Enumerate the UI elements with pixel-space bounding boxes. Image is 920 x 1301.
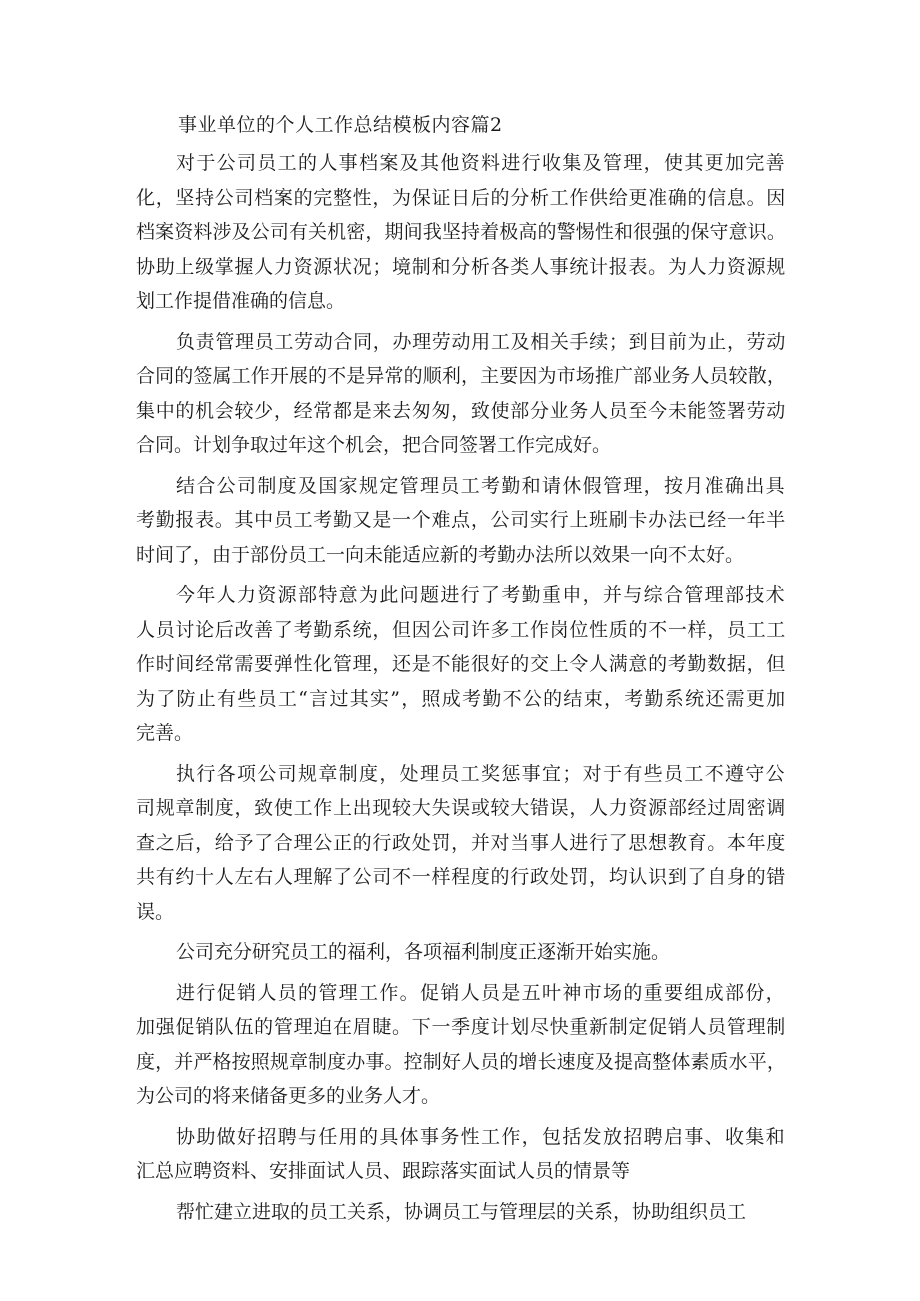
paragraph-line: 协助做好招聘与任用的具体事务性工作，包括发放招聘启事、收集和 (176, 1125, 787, 1148)
paragraph-line: 帮忙建立进取的员工关系，协调员工与管理层的关系，协助组织员工 (176, 1200, 747, 1223)
paragraph-line: 误。 (136, 900, 175, 923)
paragraph-line: 今年人力资源部特意为此问题进行了考勤重申，并与综合管理部技术 (176, 584, 787, 606)
paragraph-line: 负责管理员工劳动合同，办理劳动用工及相关手续；到目前为止，劳动 (176, 330, 787, 353)
paragraph (136, 757, 786, 930)
paragraph-line: 划工作提借准确的信息。 (136, 290, 346, 312)
paragraph (136, 325, 786, 463)
paragraph (136, 1120, 786, 1189)
paragraph-line: 合同。计划争取过年这个机会，把合同签署工作完成好。 (136, 434, 612, 456)
document-body (136, 146, 786, 1235)
paragraph-line: 度，并严格按照规章制度办事。控制好人员的增长速度及提高整体素质水平， (136, 1050, 787, 1073)
paragraph (136, 146, 786, 319)
paragraph-line: 加强促销队伍的管理迫在眉睫。下一季度计划尽快重新制定促销人员管理制 (136, 1016, 787, 1038)
paragraph-line: 结合公司制度及国家规定管理员工考勤和请休假管理，按月准确出具 (176, 474, 787, 497)
paragraph-line: 档案资料涉及公司有关机密，期间我坚持着极高的警惕性和很强的保守意识。 (136, 221, 787, 243)
paragraph (136, 578, 786, 751)
paragraph-line: 对于公司员工的人事档案及其他资料进行收集及管理，使其更加完善 (176, 152, 787, 174)
document-title: 事业单位的个人工作总结模板内容篇2 (178, 114, 503, 136)
paragraph-line: 共有约十人左右人理解了公司不一样程度的行政处罚，均认识到了自身的错 (136, 866, 787, 888)
paragraph-line: 作时间经常需要弹性化管理，还是不能很好的交上令人满意的考勤数据，但 (136, 653, 787, 675)
paragraph-line: 协助上级掌握人力资源状况；境制和分析各类人事统计报表。为人力资源规 (136, 255, 787, 278)
paragraph-line: 汇总应聘资料、安排面试人员、跟踪落实面试人员的情景等 (136, 1160, 631, 1182)
paragraph-line: 为公司的将来储备更多的业务人才。 (136, 1085, 441, 1107)
paragraph (136, 1195, 786, 1230)
paragraph-line: 司规章制度，致使工作上出现较大失误或较大错误，人力资源部经过周密调 (136, 797, 787, 819)
paragraph-line: 合同的签属工作开展的不是异常的顺利，主要因为市场推广部业务人员较散， (136, 365, 787, 387)
paragraph-line: 时间了，由于部份员工一向未能适应新的考勤办法所以效果一向不太好。 (136, 543, 745, 566)
paragraph-line: 为了防止有些员工“言过其实”，照成考勤不公的结束，考勤系统还需更加 (136, 687, 787, 710)
paragraph-line: 进行促销人员的管理工作。促销人员是五叶神市场的重要组成部份， (176, 981, 787, 1004)
paragraph-line: 查之后，给予了合理公正的行政处罚，并对当事人进行了思想教育。本年度 (136, 831, 787, 854)
paragraph-line: 执行各项公司规章制度，处理员工奖惩事宜；对于有些员工不遵守公 (176, 762, 787, 785)
paragraph-line: 人员讨论后改善了考勤系统，但因公司许多工作岗位性质的不一样，员工工 (136, 618, 787, 641)
paragraph-line: 公司充分研究员工的福利，各项福利制度正逐渐开始实施。 (176, 941, 671, 963)
paragraph-line: 化，坚持公司档案的完整性，为保证日后的分析工作供给更准确的信息。因 (136, 186, 787, 209)
paragraph-line: 集中的机会较少，经常都是来去匆匆，致使部分业务人员至今未能签署劳动 (136, 399, 787, 422)
paragraph-line: 考勤报表。其中员工考勤又是一个难点，公司实行上班刷卡办法已经一年半 (136, 509, 787, 531)
paragraph (136, 976, 786, 1114)
paragraph (136, 935, 786, 970)
paragraph (136, 469, 786, 573)
paragraph-line: 完善。 (136, 722, 194, 744)
